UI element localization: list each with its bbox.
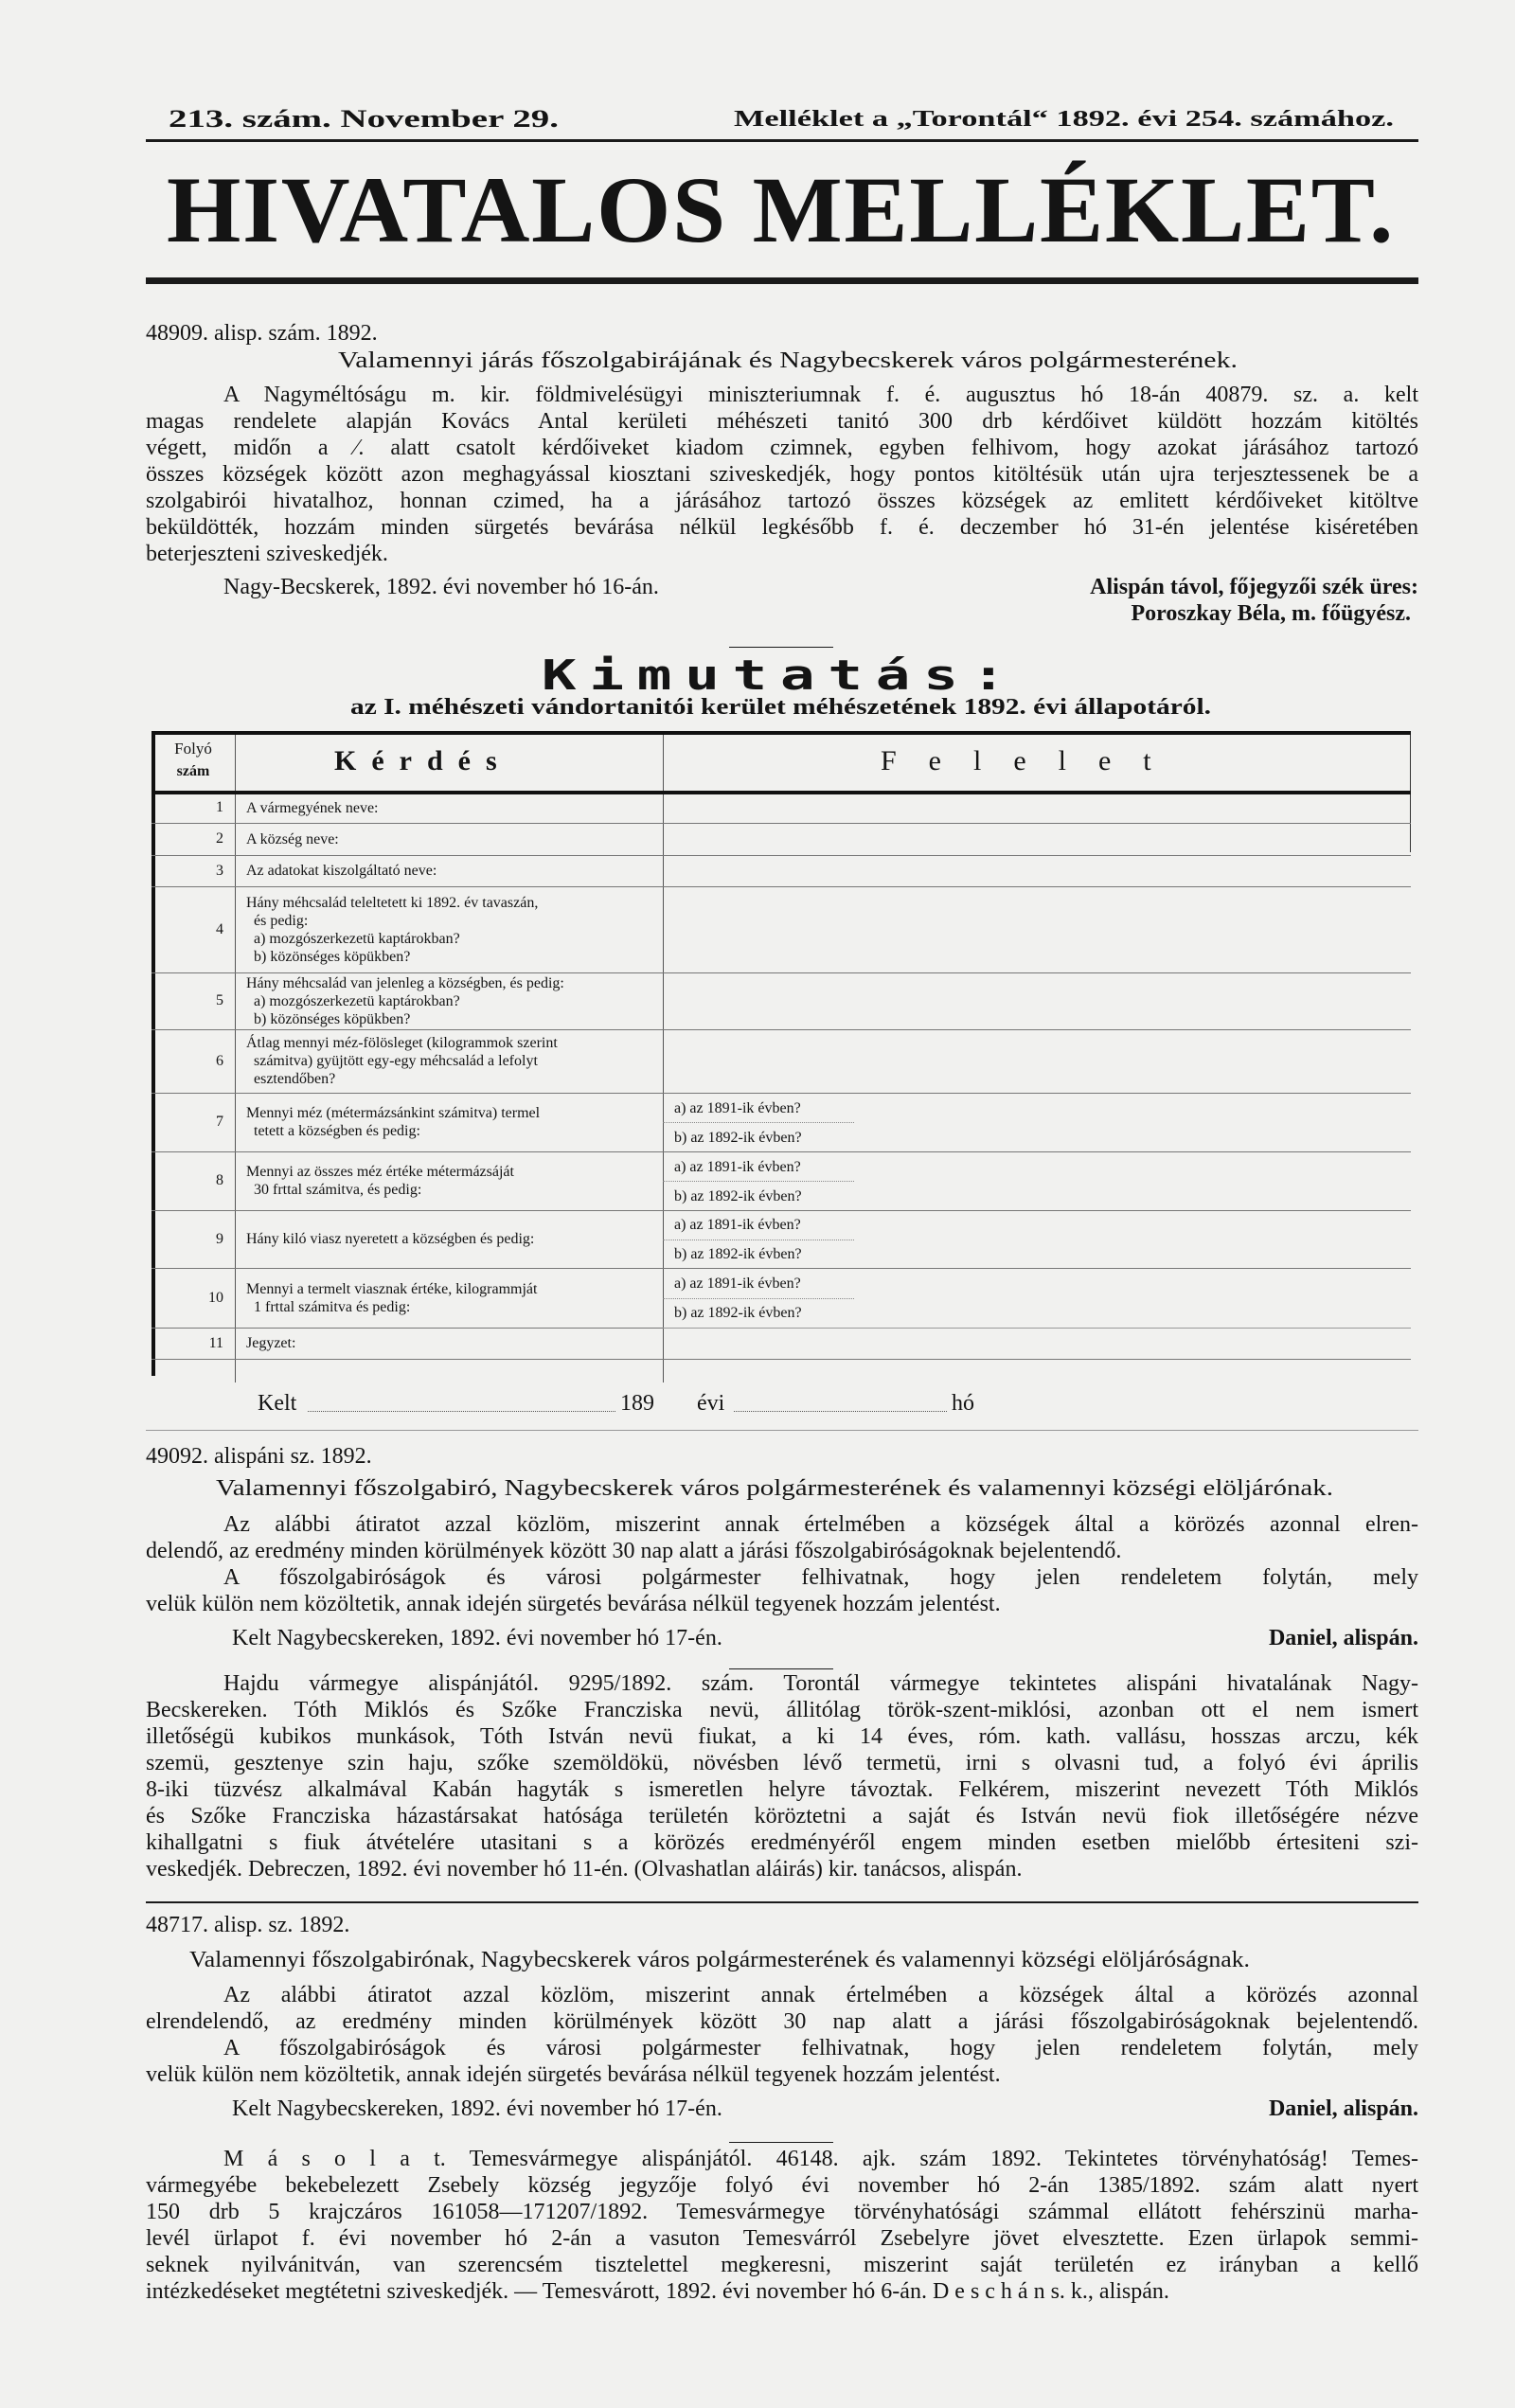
text-line: levél ürlapot f. évi november hó 2-án a vasuton Temesvárról Zsebelyre jövet elvesztette. Ezen ürlapok semmi-: [146, 2226, 1418, 2251]
answer-subdivider: [663, 1298, 854, 1300]
text-line: 150 drb 5 krajczáros 161058—171207/1892. Temesvármegye törvényhatósági számmal ellátott fehérszinü marha-: [146, 2200, 1418, 2224]
question-text: a) mozgószerkezetü kaptárokban?: [246, 930, 460, 947]
row-rule: [152, 1151, 1411, 1152]
row-rule: [152, 1093, 1411, 1094]
question-text: és pedig:: [246, 912, 309, 929]
section-rule: [146, 1901, 1418, 1903]
text-line: Becskereken. Tóth Miklós és Szőke Francziska nevü, állitólag török-szent-miklósi, azonban ott el nem ismert: [146, 1698, 1418, 1722]
header-rule: [146, 139, 1418, 142]
text-line: 8-iki tüzvész alkalmával Kabán hagyták s ismeretlen helyre távoztak. Felkérem, miszerint nevezett Tóth Miklós: [146, 1777, 1418, 1802]
question-text: b) közönséges köpükben?: [246, 1010, 411, 1027]
row-rule: [152, 1359, 1411, 1360]
text-line: beterjeszteni sziveskedjék.: [146, 542, 388, 566]
notice2-body: [146, 1511, 1418, 1617]
text-line: végett, midőn a ⁄. alatt csatolt kérdőiveket kiadom czimnek, egyben felhivom, hogy azokat járásához tartozó: [146, 436, 1418, 460]
row-number: 9: [216, 1230, 223, 1247]
text-line: intézkedéseket megtétetni sziveskedjék. — Temesvárott, 1892. évi november hó 6-án. D e s c h á n s. k., alispán.: [146, 2279, 1169, 2304]
question-text: Mennyi méz (métermázsánkint számitva) termel: [246, 1105, 541, 1121]
column-divider: [235, 734, 236, 1382]
question-text: Hány méhcsalád van jelenleg a községben, és pedig:: [246, 974, 564, 991]
notice2-ref: 49092. alispáni sz. 1892.: [146, 1444, 372, 1469]
questionnaire-table: [152, 734, 1411, 1382]
notice3-body: [146, 1670, 1418, 1882]
row-number: 11: [208, 1334, 223, 1351]
notice4-signature: Daniel, alispán.: [1268, 2096, 1418, 2121]
answer-sublabel: a) az 1891-ik évben?: [674, 1217, 801, 1234]
answer-subdivider: [663, 1122, 854, 1124]
notice4-date: Kelt Nagybecskereken, 1892. évi november hó 17-én.: [232, 2096, 722, 2121]
text-line: Hajdu vármegye alispánjától. 9295/1892. szám. Torontál vármegye tekintetes alispáni hivatalának Nagy-: [223, 1671, 1418, 1696]
row-rule: [152, 1029, 1411, 1030]
row-rule: [152, 886, 1411, 887]
question-text: A vármegyének neve:: [246, 799, 379, 816]
notice5-body: [146, 2146, 1418, 2305]
section-rule: [146, 1430, 1418, 1431]
table-title: [542, 651, 1019, 700]
notice1-signature: Poroszkay Béla, m. főügyész.: [1131, 601, 1411, 626]
question-text: Hány kiló viasz nyeretett a községben és pedig:: [246, 1231, 535, 1247]
text-line: összes községek között azon meghagyással kiosztani sziveskedjék, hogy pontos kitöltésük után ujra terjesztessenek be a: [146, 462, 1418, 487]
issue-number: [169, 105, 559, 134]
answer-sublabel: a) az 1891-ik évben?: [674, 1158, 801, 1175]
notice4-addressee-text: Valamennyi főszolgabirónak, Nagybecskerek város polgármesterének és valamennyi községi elöljáróságnak.: [189, 1948, 1250, 1972]
notice4-addressee: [189, 1947, 1250, 1973]
text-line: illetőségü kubikos munkások, Tóth István nevü fiukat, a ki 14 éves, róm. kath. vallásu, hosszas arczu, kék: [146, 1724, 1418, 1749]
text-line: magas rendelete alapján Kovács Antal kerületi méhészeti tanitó 300 drb kérdőivet küldött hozzám kitöltés: [146, 409, 1418, 434]
question-text: A község neve:: [246, 830, 339, 847]
table-subtitle-text: az I. méhészeti vándortanitói kerület méhészetének 1892. évi állapotáról.: [350, 695, 1211, 720]
notice4-ref: 48717. alisp. sz. 1892.: [146, 1913, 350, 1937]
text-line: Az alábbi átiratot azzal közlöm, miszerint annak értelmében a községek által a körözés azonnal elren-: [223, 1512, 1418, 1537]
column-header-question: Kérdés: [334, 745, 512, 776]
column-header-answer: Felelet: [881, 745, 1184, 776]
text-line: seknek nyilvánitván, van szerencsém tisztelettel megkeresni, miszerint saját területén ez irányban a kellő: [146, 2253, 1418, 2277]
text-line: szemü, gesztenye szin haju, szőke szemöldökü, növésben lévő termetü, irni s olvasni tud, a folyó évi április: [146, 1751, 1418, 1775]
question-text: számitva) gyüjtött egy-egy méhcsalád a lefolyt: [246, 1053, 538, 1069]
text-line: beküldötték, hozzám minden sürgetés bevárása nélkül legkésőbb f. é. deczember hó 31-én jelentése kiséretében: [146, 515, 1418, 540]
kelt-evi: évi: [697, 1391, 725, 1416]
page-title-text: HIVATALOS MELLÉKLET.: [167, 157, 1395, 263]
answer-sublabel: b) az 1892-ik évben?: [674, 1245, 802, 1262]
row-number: 4: [216, 920, 223, 937]
row-rule: [152, 855, 1411, 856]
kelt-place-blank: [308, 1411, 615, 1412]
row-number: 1: [216, 799, 223, 815]
separator-rule: [729, 2142, 833, 2143]
text-line: és Szőke Francziska házastársakat hatósága területén köröztetni a saját és István nevü fiok illetőségére nézve: [146, 1804, 1418, 1828]
row-number: 6: [216, 1052, 223, 1069]
answer-sublabel: b) az 1892-ik évben?: [674, 1129, 802, 1146]
text-line: kihallgatni s fiuk átvételére utasitani s a körözés eredményéről engem minden esetben mielőbb értesiteni szi-: [146, 1830, 1418, 1855]
supplement-note-text: Melléklet a „Torontál“ 1892. évi 254. számához.: [734, 107, 1394, 132]
table-top-rule: [152, 731, 1411, 735]
column-divider: [663, 734, 664, 1382]
notice4-body: [146, 1982, 1418, 2088]
question-text: 30 frttal számitva, és pedig:: [246, 1182, 422, 1198]
notice1-addressee: [338, 348, 1238, 374]
row-rule: [152, 1268, 1411, 1269]
question-text: esztendőben?: [246, 1071, 336, 1087]
text-line: vármegyébe bekebelezett Zsebely község jegyzője folyó évi november hó 2-án 1385/1892. szám alatt nyert: [146, 2173, 1418, 2198]
row-rule: [152, 823, 1411, 824]
row-rule: [663, 1328, 1411, 1329]
text-line: A főszolgabiróságok és városi polgármester felhivatnak, hogy jelen rendeletem folytán, mely: [223, 2036, 1418, 2060]
kelt-year: 189: [620, 1391, 654, 1416]
column-header-number: Folyó: [174, 740, 212, 758]
question-text: 1 frttal számitva és pedig:: [246, 1298, 411, 1315]
title-rule: [146, 277, 1418, 284]
row-number: 3: [216, 862, 223, 879]
text-line: A főszolgabiróságok és városi polgármester felhivatnak, hogy jelen rendeletem folytán, mely: [223, 1565, 1418, 1590]
answer-sublabel: b) az 1892-ik évben?: [674, 1187, 802, 1204]
question-text: Mennyi az összes méz értéke métermázsáját: [246, 1164, 514, 1180]
notice1-date: Nagy-Becskerek, 1892. évi november hó 16-án.: [223, 575, 659, 599]
answer-sublabel: b) az 1892-ik évben?: [674, 1305, 802, 1322]
text-line: veskedjék. Debreczen, 1892. évi november hó 11-én. (Olvashatlan aláirás) kir. tanácsos, alispán.: [146, 1857, 1023, 1882]
table-subtitle: [350, 695, 1211, 721]
question-text: Jegyzet:: [246, 1335, 296, 1351]
text-line: A Nagyméltóságu m. kir. földmivelésügyi miniszteriumnak f. é. augusztus hó 18-án 40879. sz. a. kelt: [223, 383, 1418, 407]
question-text: a) mozgószerkezetü kaptárokban?: [246, 992, 460, 1009]
answer-sublabel: a) az 1891-ik évben?: [674, 1099, 801, 1116]
row-number: 2: [216, 830, 223, 847]
row-number: 7: [216, 1114, 223, 1130]
supplement-note: [734, 107, 1394, 133]
text-line: velük külön nem közöltetik, annak idején sürgetés bevárása nélkül tegyenek hozzám jelentést.: [146, 2062, 1001, 2087]
notice2-date: Kelt Nagybecskereken, 1892. évi november hó 17-én.: [232, 1626, 722, 1650]
text-line: velük külön nem közöltetik, annak idején sürgetés bevárása nélkül tegyenek hozzám jelentést.: [146, 1592, 1001, 1616]
text-line: elrendelendő, az eredmény minden körülmények között 30 nap alatt a járási főszolgabiróságoknak bejelentendő.: [146, 2009, 1418, 2034]
kelt-label: Kelt: [258, 1391, 297, 1416]
question-text: b) közönséges köpükben?: [246, 948, 411, 965]
question-text: Mennyi a termelt viasznak értéke, kilogrammját: [246, 1280, 538, 1297]
answer-subdivider: [663, 1240, 854, 1241]
kelt-ho: hó: [952, 1391, 974, 1416]
notice2-addressee: [216, 1475, 1333, 1502]
notice1-addressee-text: Valamennyi járás főszolgabirájának és Nagybecskerek város polgármesterének.: [338, 348, 1238, 373]
column-header-number: szám: [176, 763, 210, 779]
separator-rule: [729, 647, 833, 648]
text-line: M á s o l a t. Temesvármegye alispánjától. 46148. ajk. szám 1892. Tekintetes törvényhatóság! Temes-: [223, 2147, 1418, 2171]
row-number: 5: [216, 992, 223, 1008]
row-rule: [152, 1210, 1411, 1211]
kelt-month-blank: [734, 1411, 947, 1412]
notice1-sig-note: Alispán távol, főjegyzői szék üres:: [1090, 575, 1418, 599]
text-line: szolgabirói hivatalhoz, honnan czimed, ha a járásához tartozó összes községek az emlitett kérdőiveket kitöltve: [146, 489, 1418, 513]
notice1-body: [146, 382, 1418, 567]
question-text: Hány méhcsalád teleltetett ki 1892. év tavaszán,: [246, 894, 539, 911]
notice2-signature: Daniel, alispán.: [1268, 1626, 1418, 1650]
answer-sublabel: a) az 1891-ik évben?: [674, 1275, 801, 1292]
text-line: delendő, az eredmény minden körülmények között 30 nap alatt a járási főszolgabiróságoknak bejelentendő.: [146, 1539, 1122, 1563]
table-title-text: Kimutatás:: [542, 651, 1019, 700]
notice2-addressee-text: Valamennyi főszolgabiró, Nagybecskerek város polgármesterének és valamennyi községi elöljárónak.: [216, 1476, 1333, 1501]
row-number: 8: [216, 1172, 223, 1188]
text-line: Az alábbi átiratot azzal közlöm, miszerint annak értelmében a községek által a körözés azonnal: [223, 1983, 1418, 2007]
question-text: Az adatokat kiszolgáltató neve:: [246, 863, 437, 879]
separator-rule: [729, 1668, 833, 1669]
question-text: Átlag mennyi méz-fölösleget (kilogrammok szerint: [246, 1035, 558, 1051]
row-number: 10: [208, 1289, 223, 1306]
question-text: tetett a községben és pedig:: [246, 1123, 420, 1139]
page-title: [167, 157, 1515, 275]
answer-subdivider: [663, 1181, 854, 1183]
notice1-ref: 48909. alisp. szám. 1892.: [146, 321, 378, 346]
issue-number-text: 213. szám. November 29.: [169, 105, 559, 133]
header-rule: [152, 791, 1411, 794]
